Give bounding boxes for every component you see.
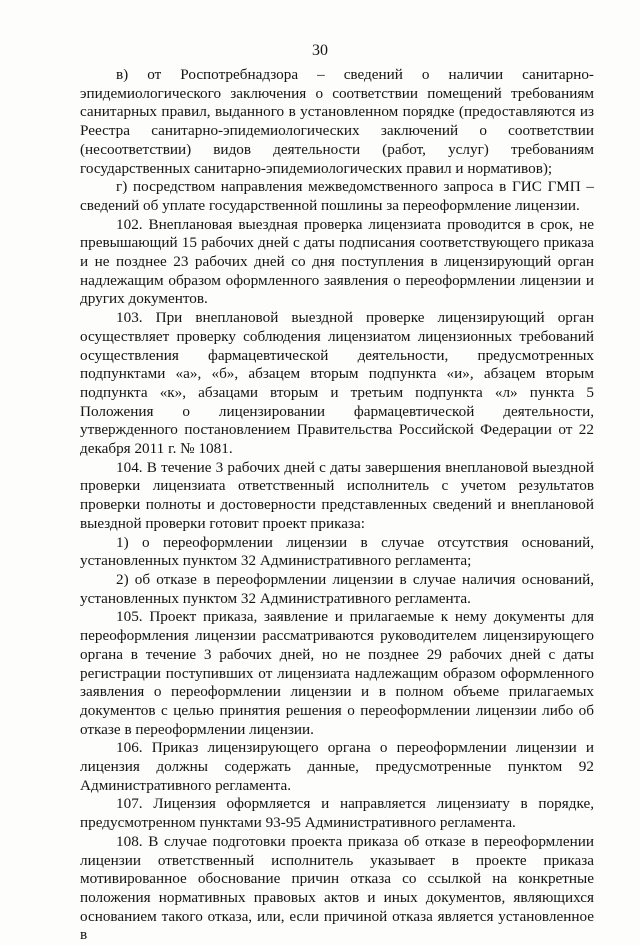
paragraph-107: 107. Лицензия оформляется и направляется лицензиату в порядке, предусмотренном пунктами 93-95 Административного регламента. [80, 795, 594, 832]
paragraph-108: 108. В случае подготовки проекта приказа об отказе в переоформлении лицензии ответственный исполнитель указывает в проекте приказа мотивированное обоснование причин отказа со ссылкой на конкретные положения нормативных правовых актов и иных документов, являющихся основанием такого отказа, или, если причиной отказа является установленное в [80, 832, 594, 944]
paragraph-g-gis-gmp: г) посредством направления межведомственного запроса в ГИС ГМП – сведений об уплате государственной пошлины за переоформление лицензии. [80, 178, 594, 214]
paragraph-104-item-1: 1) о переоформлении лицензии в случае отсутствия оснований, установленных пунктом 32 Административного регламента; [80, 533, 594, 570]
paragraph-102: 102. Внеплановая выездная проверка лицензиата проводится в срок, не превышающий 15 рабочих дней с даты подписания соответствующего приказа и не позднее 23 рабочих дней со дня поступления в лицензирующий орган надлежащим образом оформленного заявления о переоформлении лицензии и других документов. [80, 215, 594, 308]
paragraph-105: 105. Проект приказа, заявление и прилагаемые к нему документы для переоформления лицензии рассматриваются руководителем лицензирующего органа в течение 3 рабочих дней, но не позднее 29 рабочих дней с даты регистрации поступивших от лицензиата надлежащим образом оформленного заявления о переоформлении лицензии и в полном объеме прилагаемых документов с целью принятия решения о переоформлении лицензии либо об отказе в переоформлении лицензии. [80, 608, 594, 738]
paragraph-103: 103. При внеплановой выездной проверке лицензирующий орган осуществляет проверку соблюдения лицензиатом лицензионных требований осуществления фармацевтической деятельности, предусмотренных подпунктами «а», «б», абзацем вторым подпункта «и», абзацем вторым подпункта «к», абзацами вторым и третьим подпункта «л» пункта 5 Положения о лицензировании фармацевтической деятельности, утвержденного постановлением Правительства Российской Федерации от 22 декабря 2011 г. № 1081. [80, 309, 594, 458]
paragraph-104: 104. В течение 3 рабочих дней с даты завершения внеплановой выездной проверки лицензиата ответственный исполнитель с учетом результатов проверки полноты и достоверности представленных сведений и внеплановой выездной проверки готовит проект приказа: [80, 458, 594, 532]
body-text [80, 66, 594, 945]
paragraph-104-item-2: 2) об отказе в переоформлении лицензии в случае наличия оснований, установленных пунктом 32 Административного регламента. [80, 570, 594, 607]
page-number: 30 [312, 42, 328, 59]
paragraph-v-rospotrebnadzor: в) от Роспотребнадзора – сведений о наличии санитарно-эпидемиологического заключения о соответствии помещений требованиям санитарных правил, выданного в установленном порядке (предоставляются из Реестра санитарно-эпидемиологических заключений о соответствии (несоответствии) видов деятельности (работ, услуг) требованиям государственных санитарно-эпидемиологических правил и нормативов); [80, 66, 594, 177]
paragraph-106: 106. Приказ лицензирующего органа о переоформлении лицензии и лицензия должны содержать данные, предусмотренные пунктом 92 Административного регламента. [80, 739, 594, 794]
